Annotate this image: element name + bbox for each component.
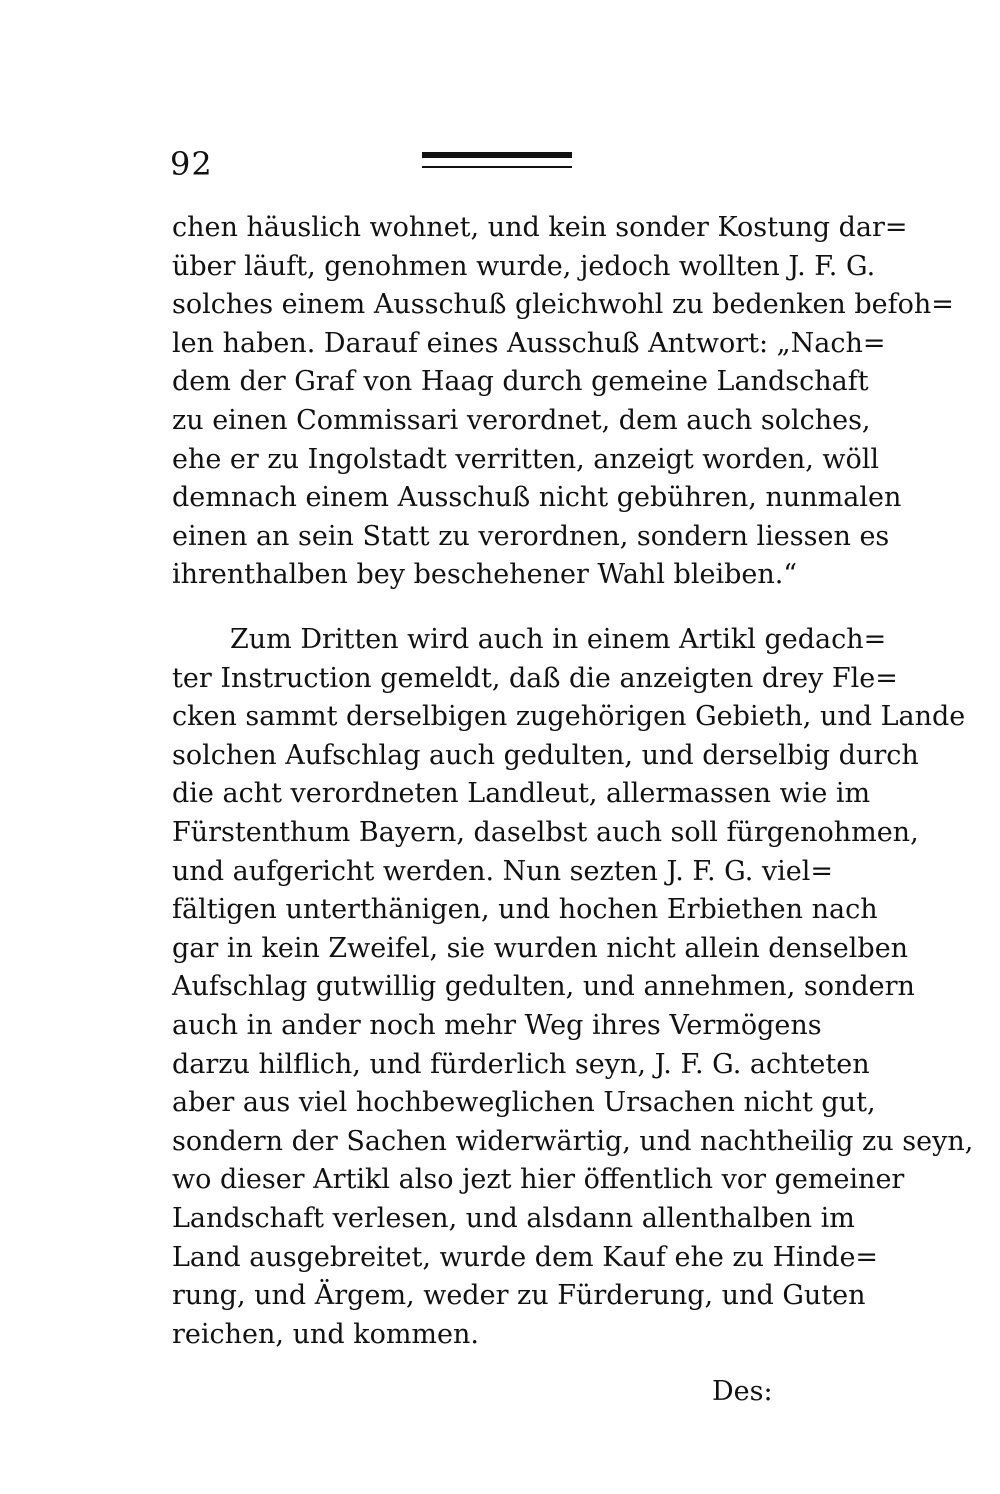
text-line: reichen, und kommen. bbox=[172, 1318, 479, 1350]
header-rule-thick bbox=[422, 152, 572, 158]
paragraph-2 bbox=[172, 621, 974, 1354]
text-line: Fürstenthum Bayern, daselbst auch soll fürgenohmen, bbox=[172, 816, 919, 848]
paragraph-1 bbox=[172, 209, 954, 595]
text-line: Aufschlag gutwillig gedulten, und annehmen, sondern bbox=[172, 971, 915, 1003]
header-rule-thin bbox=[422, 166, 572, 168]
text-line: fältigen unterthänigen, und hochen Erbiethen nach bbox=[172, 894, 878, 926]
text-line: dem der Graf von Haag durch gemeine Landschaft bbox=[172, 366, 869, 398]
page-number: 92 bbox=[170, 145, 213, 183]
text-line: chen häuslich wohnet, und kein sonder Kostung dar= bbox=[172, 212, 908, 243]
text-line: cken sammt derselbigen zugehörigen Gebieth, und Lande bbox=[172, 701, 966, 733]
text-line: auch in ander noch mehr Weg ihres Vermögens bbox=[172, 1009, 822, 1041]
text-line: Landschaft verlesen, und alsdann allenthalben im bbox=[172, 1202, 855, 1234]
text-line: über läuft, genohmen wurde, jedoch wollten J. F. G. bbox=[172, 250, 876, 282]
text-line: einen an sein Statt zu verordnen, sondern liessen es bbox=[172, 520, 890, 552]
text-line: aber aus viel hochbeweglichen Ursachen nicht gut, bbox=[172, 1087, 876, 1119]
text-line: rung, und Ärgem, weder zu Fürderung, und Guten bbox=[172, 1280, 866, 1312]
text-line: ihrenthalben bey beschehener Wahl bleiben.“ bbox=[172, 559, 798, 591]
text-line: solches einem Ausschuß gleichwohl zu bedenken befoh= bbox=[172, 289, 954, 321]
text-line: wo dieser Artikl also jezt hier öffentlich vor gemeiner bbox=[172, 1164, 905, 1196]
text-line: solchen Aufschlag auch gedulten, und derselbig durch bbox=[172, 739, 919, 771]
text-line: len haben. Darauf eines Ausschuß Antwort: „Nach= bbox=[172, 327, 886, 359]
text-line: darzu hilflich, und fürderlich seyn, J. F. G. achteten bbox=[172, 1048, 870, 1080]
text-line: sondern der Sachen widerwärtig, und nachtheilig zu seyn, bbox=[172, 1125, 974, 1157]
catchword: Des: bbox=[712, 1376, 773, 1407]
text-line: zu einen Commissari verordnet, dem auch solches, bbox=[172, 404, 871, 436]
text-line: Land ausgebreitet, wurde dem Kauf ehe zu Hinde= bbox=[172, 1241, 879, 1273]
text-line: ehe er zu Ingolstadt verritten, anzeigt worden, wöll bbox=[172, 443, 880, 475]
text-line: und aufgericht werden. Nun sezten J. F. G. viel= bbox=[172, 855, 834, 887]
text-line: Zum Dritten wird auch in einem Artikl gedach= bbox=[230, 624, 887, 655]
text-line: gar in kein Zweifel, sie wurden nicht allein denselben bbox=[172, 932, 909, 964]
text-line: die acht verordneten Landleut, allermassen wie im bbox=[172, 778, 871, 810]
text-line: demnach einem Ausschuß nicht gebühren, nunmalen bbox=[172, 482, 902, 514]
text-line: ter Instruction gemeldt, daß die anzeigten drey Fle= bbox=[172, 662, 898, 694]
